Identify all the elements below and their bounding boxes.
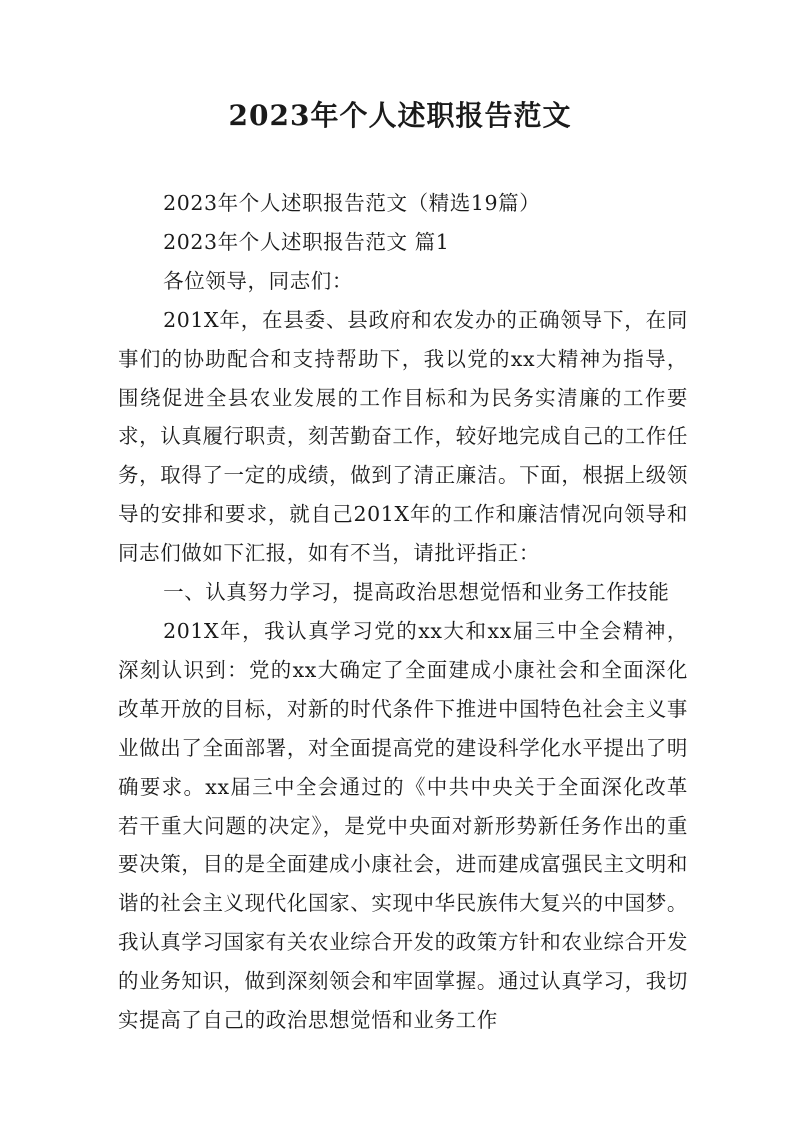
section-heading: 2023年个人述职报告范文 篇1 bbox=[163, 229, 450, 254]
document-title: 2023年个人述职报告范文 bbox=[228, 99, 572, 132]
document-body bbox=[118, 184, 688, 1040]
body-paragraph: 201X年，在县委、县政府和农发办的正确领导下，在同事们的协助配合和支持帮助下，我以党的xx大精神为指导，围绕促进全县农业发展的工作目标和为民务实清廉的工作要求，认真履行职责，刻苦勤奋工作，较好地完成自己的工作任务，取得了一定的成绩，做到了清正廉洁。下面，根据上级领导的安排和要求，就自己201X年的工作和廉洁情况向领导和同志们做如下汇报，如有不当，请批评指正： bbox=[118, 307, 688, 566]
body-paragraph: 201X年，我认真学习党的xx大和xx届三中全会精神，深刻认识到：党的xx大确定了全面建成小康社会和全面深化改革开放的目标，对新的时代条件下推进中国特色社会主义事业做出了全面部署，对全面提高党的建设科学化水平提出了明确要求。xx届三中全会通过的《中共中央关于全面深化改革若干重大问题的决定》，是党中央面对新形势新任务作出的重要决策，目的是全面建成小康社会，进而建成富强民主文明和谐的社会主义现代化国家、实现中华民族伟大复兴的中国梦。我认真学习国家有关农业综合开发的政策方针和农业综合开发的业务知识，做到深刻领会和牢固掌握。通过认真学习，我切实提高了自己的政治思想觉悟和业务工作 bbox=[118, 618, 688, 1033]
salutation-paragraph: 各位领导，同志们： bbox=[163, 268, 353, 293]
section-heading: 一、认真努力学习，提高政治思想觉悟和业务工作技能 bbox=[163, 580, 670, 605]
subtitle-paragraph: 2023年个人述职报告范文（精选19篇） bbox=[163, 191, 541, 215]
